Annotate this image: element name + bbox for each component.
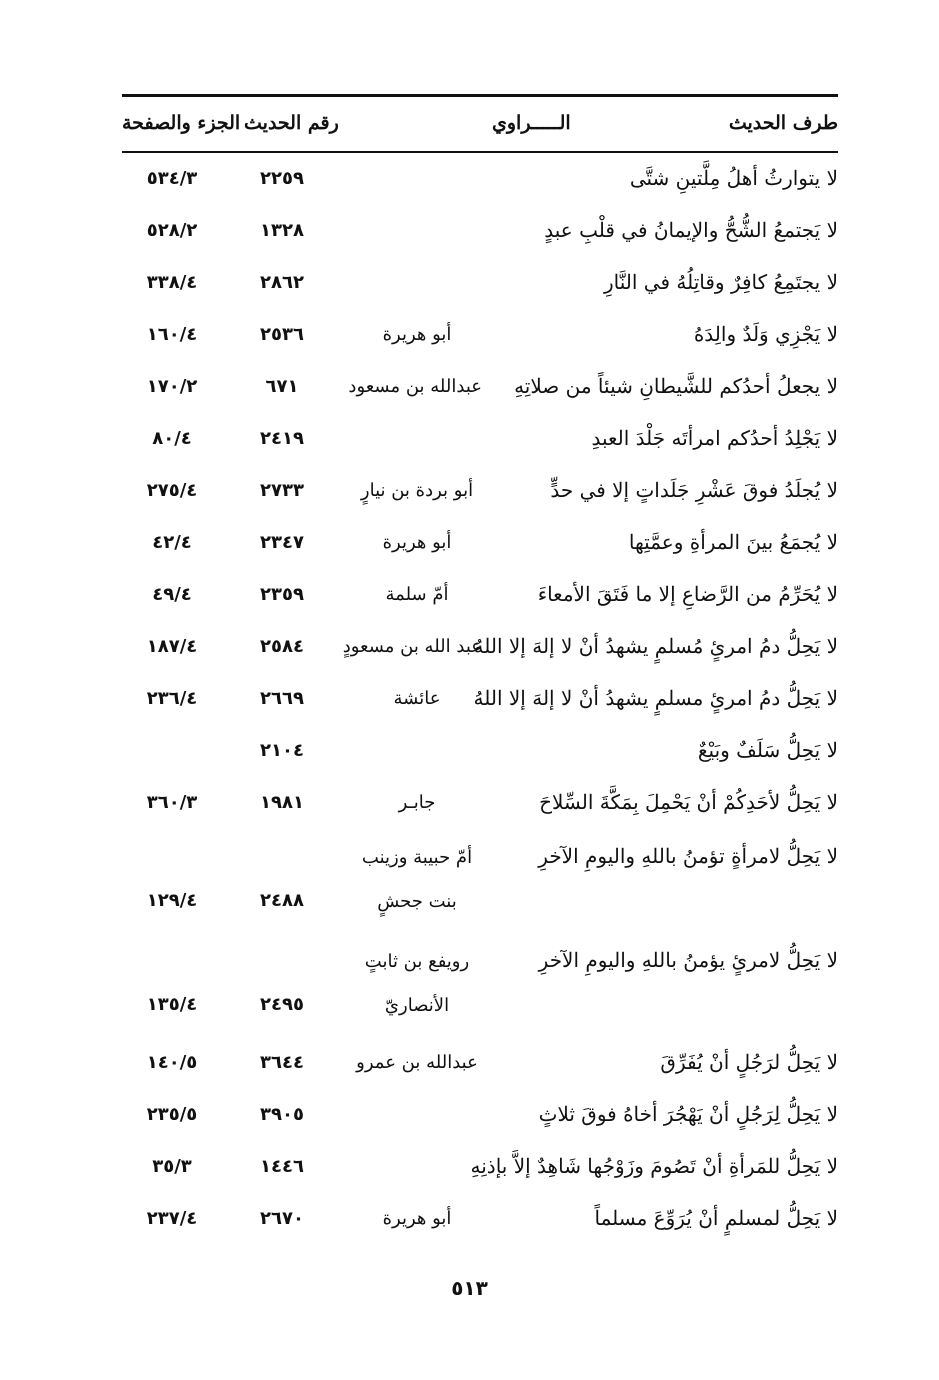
hadith-text: لا يَحِلُّ لأحَدِكُمْ أنْ يَحْمِلَ بِمَكَّةَ السِّلاحَ xyxy=(539,790,838,814)
table-row xyxy=(122,678,838,730)
hadith-text: لا يَحِلُّ للمَرأةِ أنْ تَصُومَ وزَوْجُها شَاهِدٌ إلاَّ بإذنِهِ xyxy=(470,1154,838,1178)
narrator-cell: أبو هريرة xyxy=(382,1208,452,1229)
hadith-text: لا يَجْلِدُ أحدُكم امرأتَه جَلْدَ العبدِ xyxy=(591,426,838,450)
narrator-cell: جابـر xyxy=(398,792,436,813)
table-row xyxy=(122,938,838,1042)
table-row xyxy=(122,522,838,574)
volume-page: ٥٣٤/٣ xyxy=(146,168,198,189)
volume-page: ٣٣٨/٤ xyxy=(146,272,198,293)
hadith-text: لا يَحِلُّ لامرأةٍ تؤمنُ باللهِ واليومِ الآخرِ xyxy=(538,844,838,868)
hadith-number: ٢٧٣٣ xyxy=(260,480,304,501)
table-row xyxy=(122,418,838,470)
hadith-text: لا يتوارثُ أهلُ مِلَّتينِ شتَّى xyxy=(629,166,838,190)
volume-page: ١٨٧/٤ xyxy=(146,636,198,657)
hadith-number: ٢١٠٤ xyxy=(260,740,304,761)
hadith-text: لا يَحِلُّ لِرَجُلٍ أنْ يَهْجُرَ أخاهُ فوقَ ثلاثٍ xyxy=(538,1102,838,1126)
hadith-text: لا يَحِلُّ لامرئٍ يؤمنُ باللهِ واليومِ الآخرِ xyxy=(538,948,838,972)
hadith-number: ٢٢٥٩ xyxy=(260,168,304,189)
narrator-cell: عبدالله بن مسعود xyxy=(348,376,482,397)
hadith-number: ٢٦٧٠ xyxy=(260,1208,304,1229)
top-rule xyxy=(122,94,838,97)
volume-page: ١٢٩/٤ xyxy=(146,890,198,911)
hadith-text: لا يجتَمِعُ كافِرٌ وقاتِلُهُ في النَّارِ xyxy=(603,270,838,294)
hadith-number: ٢٤٨٨ xyxy=(260,890,304,911)
volume-page: ٣٥/٣ xyxy=(152,1156,192,1177)
table-row xyxy=(122,834,838,938)
table-row xyxy=(122,782,838,834)
volume-page: ٥٢٨/٢ xyxy=(146,220,198,241)
table-row xyxy=(122,262,838,314)
volume-page: ٢٣٦/٤ xyxy=(146,688,198,709)
hadith-number: ٣٦٤٤ xyxy=(260,1052,304,1073)
volume-page: ١٤٠/٥ xyxy=(146,1052,198,1073)
volume-page: ٨٠/٤ xyxy=(152,428,192,449)
header-volume-page: الجزء والصفحة xyxy=(122,112,241,134)
table-row xyxy=(122,1146,838,1198)
table-row xyxy=(122,626,838,678)
table-row xyxy=(122,158,838,210)
volume-page: ١٧٠/٢ xyxy=(146,376,198,397)
hadith-number: ١٩٨١ xyxy=(260,792,304,813)
volume-page: ١٦٠/٤ xyxy=(146,324,198,345)
table-row xyxy=(122,574,838,626)
hadith-number: ١٤٤٦ xyxy=(260,1156,304,1177)
hadith-number: ٢٥٣٦ xyxy=(260,324,304,345)
narrator-cell: أبو بردة بن نيارٍ xyxy=(360,480,474,501)
table-row xyxy=(122,1094,838,1146)
table-header xyxy=(122,108,838,144)
hadith-text: لا يُجمَعُ بينَ المرأةِ وعمَّتِها xyxy=(628,530,838,554)
narrator-cell: أمّ حبيبة وزينب بنت جحشٍ xyxy=(361,847,473,912)
narrator-cell: عبد الله بن مسعودٍ xyxy=(342,636,482,657)
header-rule xyxy=(122,151,838,153)
hadith-number: ٢٥٨٤ xyxy=(260,636,304,657)
hadith-text: لا يَجتمعُ الشُّحُّ والإيمانُ في قلْبِ عبدٍ xyxy=(544,218,838,242)
volume-page: ٤٩/٤ xyxy=(152,584,192,605)
hadith-number: ٢٤١٩ xyxy=(260,428,304,449)
index-table-body xyxy=(122,158,838,1250)
hadith-text: لا يَجْزِي وَلَدٌ والِدَهُ xyxy=(693,322,838,346)
volume-page: ٢٣٧/٤ xyxy=(146,1208,198,1229)
header-narrator: الـــــراوي xyxy=(492,112,571,134)
hadith-number: ٢٦٦٩ xyxy=(260,688,304,709)
hadith-number: ٦٧١ xyxy=(265,376,299,397)
header-hadith: طرف الحديث xyxy=(728,112,838,134)
hadith-text: لا يَحِلُّ لرَجُلٍ أنْ يُفَرِّقَ xyxy=(660,1050,838,1074)
table-row xyxy=(122,314,838,366)
narrator-cell: أبو هريرة xyxy=(382,324,452,345)
hadith-text: لا يُجلَدُ فوقَ عَشْرِ جَلَداتٍ إلا في حدٍّ xyxy=(550,478,838,502)
hadith-number: ٣٩٠٥ xyxy=(260,1104,304,1125)
volume-page: ٣٦٠/٣ xyxy=(146,792,198,813)
narrator-cell: عائشة xyxy=(393,688,441,709)
narrator-cell: أمّ سلمة xyxy=(385,584,449,605)
table-row xyxy=(122,1198,838,1250)
table-row xyxy=(122,730,838,782)
table-row xyxy=(122,366,838,418)
volume-page: ٢٣٥/٥ xyxy=(146,1104,198,1125)
header-number: رقم الحديث xyxy=(244,112,339,134)
hadith-text: لا يَحِلُّ سَلَفٌ وبَيْعٌ xyxy=(697,738,838,762)
hadith-number: ٢٨٦٢ xyxy=(260,272,304,293)
hadith-number: ٢٤٩٥ xyxy=(260,994,304,1015)
hadith-text: لا يَحِلُّ لمسلمٍ أنْ يُرَوِّعَ مسلماً xyxy=(594,1206,838,1230)
hadith-text: لا يَحِلُّ دمُ امرئٍ مُسلمٍ يشهدُ أنْ لا إلهَ إلا اللهُ xyxy=(473,634,838,658)
volume-page: ١٣٥/٤ xyxy=(146,994,198,1015)
table-row xyxy=(122,210,838,262)
hadith-text: لا يَحِلُّ دمُ امرئٍ مسلمٍ يشهدُ أنْ لا إلهَ إلا اللهُ xyxy=(473,686,838,710)
hadith-number: ٢٣٥٩ xyxy=(260,584,304,605)
page-number: ٥١٣ xyxy=(451,1276,488,1300)
narrator-cell: عبدالله بن عمرو xyxy=(356,1052,478,1073)
volume-page: ٤٢/٤ xyxy=(152,532,192,553)
table-row xyxy=(122,1042,838,1094)
hadith-number: ١٣٢٨ xyxy=(260,220,304,241)
narrator-cell: رويفع بن ثابتٍ الأنصاريّ xyxy=(364,951,470,1016)
volume-page: ٢٧٥/٤ xyxy=(146,480,198,501)
hadith-text: لا يُحَرِّمُ من الرَّضاعِ إلا ما فَتَقَ الأمعاءَ xyxy=(537,582,838,606)
table-row xyxy=(122,470,838,522)
hadith-number: ٢٣٤٧ xyxy=(260,532,304,553)
narrator-cell: أبو هريرة xyxy=(382,532,452,553)
hadith-text: لا يجعلُ أحدُكم للشَّيطانِ شيئاً من صلاتِهِ xyxy=(514,374,838,398)
